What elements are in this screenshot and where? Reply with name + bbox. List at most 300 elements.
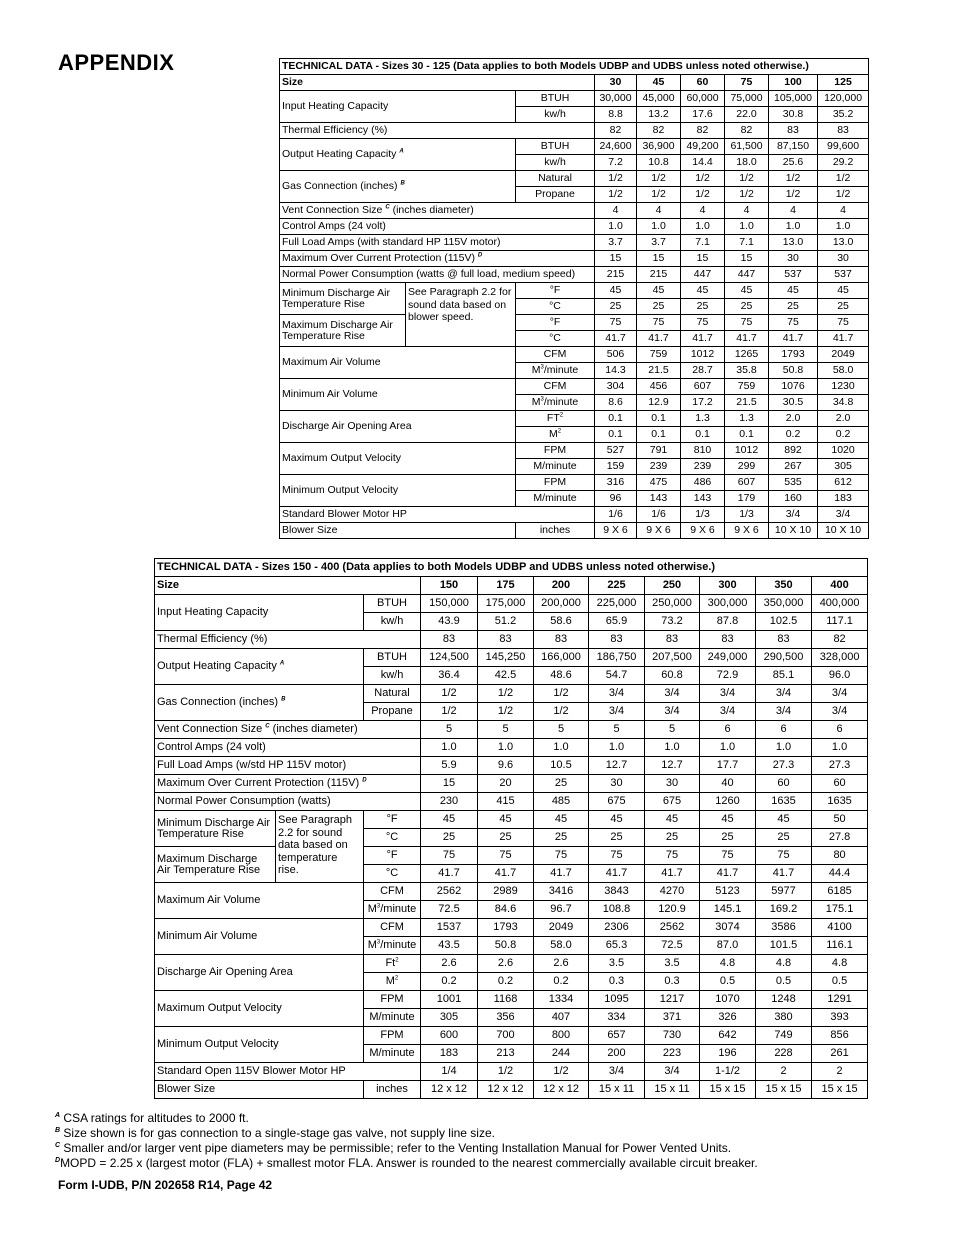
value-cell: 5	[589, 721, 645, 739]
value-cell: 6	[812, 721, 868, 739]
size-column-header: 350	[756, 577, 812, 595]
value-cell: 28.7	[681, 363, 725, 379]
value-cell: 300,000	[700, 595, 756, 613]
min-temp-row	[280, 283, 869, 299]
full-load-row	[155, 757, 868, 775]
value-cell: 9 X 6	[595, 523, 637, 539]
value-cell: 45	[756, 811, 812, 829]
max-over-row	[280, 251, 869, 267]
value-cell: 10 X 10	[818, 523, 869, 539]
value-cell: 15	[725, 251, 769, 267]
value-cell: 1-1/2	[700, 1063, 756, 1081]
value-cell: 2.6	[478, 955, 534, 973]
control-amps-label: Control Amps (24 volt)	[280, 219, 595, 235]
value-cell: 1/2	[725, 171, 769, 187]
value-cell: 12.9	[637, 395, 681, 411]
value-cell: 1.0	[534, 739, 589, 757]
value-cell: 299	[725, 459, 769, 475]
control-amps-row	[280, 219, 869, 235]
value-cell: 249,000	[700, 649, 756, 667]
sound-data-note: See Paragraph 2.2 for sound data based on blower speed.	[406, 283, 516, 347]
unit-cell: °C	[516, 331, 595, 347]
input-heating-row	[155, 595, 868, 613]
value-cell: 60,000	[681, 91, 725, 107]
size-column-header: 250	[645, 577, 700, 595]
value-cell: 116.1	[812, 937, 868, 955]
max-air-row	[155, 883, 868, 901]
size-column-header: 45	[637, 75, 681, 91]
value-cell: 2.6	[421, 955, 478, 973]
value-cell: 1/2	[595, 187, 637, 203]
value-cell: 244	[534, 1045, 589, 1063]
value-cell: 1/2	[818, 187, 869, 203]
max-temp-row	[155, 847, 868, 865]
max-temp-label: Maximum Discharge Air Temperature Rise	[155, 847, 276, 883]
value-cell: 759	[725, 379, 769, 395]
unit-cell: M/minute	[364, 1009, 421, 1027]
value-cell: 58.6	[534, 613, 589, 631]
value-cell: 41.7	[534, 865, 589, 883]
full-load-label: Full Load Amps (with standard HP 115V motor)	[280, 235, 595, 251]
value-cell: 607	[681, 379, 725, 395]
value-cell: 4	[637, 203, 681, 219]
value-cell: 3/4	[756, 703, 812, 721]
value-cell: 175,000	[478, 595, 534, 613]
value-cell: 45	[681, 283, 725, 299]
size-column-header: 400	[812, 577, 868, 595]
value-cell: 30.8	[769, 107, 818, 123]
min-air-row	[155, 919, 868, 937]
value-cell: 4	[595, 203, 637, 219]
value-cell: 1/2	[478, 1063, 534, 1081]
unit-cell: CFM	[364, 919, 421, 937]
value-cell: 21.5	[725, 395, 769, 411]
vent-row	[155, 721, 868, 739]
value-cell: 316	[595, 475, 637, 491]
value-cell: 105,000	[769, 91, 818, 107]
value-cell: 25	[478, 829, 534, 847]
unit-cell: °F	[364, 811, 421, 829]
value-cell: 41.7	[681, 331, 725, 347]
value-cell: 1012	[681, 347, 725, 363]
value-cell: 145,250	[478, 649, 534, 667]
value-cell: 45	[725, 283, 769, 299]
value-cell: 143	[681, 491, 725, 507]
sound-data-note: See Paragraph 2.2 for sound data based on temperature rise.	[276, 811, 364, 883]
value-cell: 22.0	[725, 107, 769, 123]
value-cell: 54.7	[589, 667, 645, 685]
value-cell: 0.2	[818, 427, 869, 443]
vent-label: Vent Connection Size $^C$ (inches diameter)	[155, 721, 421, 739]
value-cell: 20	[478, 775, 534, 793]
value-cell: 6	[700, 721, 756, 739]
value-cell: 72.5	[645, 937, 700, 955]
value-cell: 0.1	[725, 427, 769, 443]
value-cell: 85.1	[756, 667, 812, 685]
value-cell: 239	[681, 459, 725, 475]
value-cell: 75	[725, 315, 769, 331]
value-cell: 7.2	[595, 155, 637, 171]
value-cell: 0.2	[478, 973, 534, 991]
unit-cell: kw/h	[516, 155, 595, 171]
value-cell: 75	[681, 315, 725, 331]
max-vel-row	[155, 991, 868, 1009]
value-cell: 12 x 12	[534, 1081, 589, 1099]
min-vel-row	[280, 475, 869, 491]
value-cell: 1.0	[478, 739, 534, 757]
value-cell: 239	[637, 459, 681, 475]
value-cell: 0.1	[637, 411, 681, 427]
value-cell: 213	[478, 1045, 534, 1063]
value-cell: 1537	[421, 919, 478, 937]
value-cell: 80	[812, 847, 868, 865]
value-cell: 25	[534, 829, 589, 847]
value-cell: 166,000	[534, 649, 589, 667]
unit-cell: Propane	[364, 703, 421, 721]
value-cell: 12 x 12	[421, 1081, 478, 1099]
table1-body	[280, 59, 869, 539]
value-cell: 17.6	[681, 107, 725, 123]
value-cell: 30	[645, 775, 700, 793]
value-cell: 1.0	[645, 739, 700, 757]
value-cell: 72.5	[421, 901, 478, 919]
value-cell: 41.7	[589, 865, 645, 883]
value-cell: 12 x 12	[478, 1081, 534, 1099]
value-cell: 82	[812, 631, 868, 649]
gas-label: Gas Connection (inches) $^B$	[280, 171, 516, 203]
value-cell: 3/4	[645, 703, 700, 721]
value-cell: 17.2	[681, 395, 725, 411]
value-cell: 0.5	[700, 973, 756, 991]
unit-cell: BTUH	[364, 595, 421, 613]
unit-cell: °C	[516, 299, 595, 315]
value-cell: 17.7	[700, 757, 756, 775]
value-cell: 350,000	[756, 595, 812, 613]
value-cell: 186,750	[589, 649, 645, 667]
value-cell: 41.7	[769, 331, 818, 347]
unit-cell: inches	[364, 1081, 421, 1099]
min-temp-label: Minimum Discharge Air Temperature Rise	[155, 811, 276, 847]
value-cell: 1/2	[725, 187, 769, 203]
value-cell: 447	[725, 267, 769, 283]
unit-cell: $M^3$/minute	[364, 937, 421, 955]
value-cell: 1070	[700, 991, 756, 1009]
value-cell: 8.8	[595, 107, 637, 123]
full-load-label: Full Load Amps (w/std HP 115V motor)	[155, 757, 421, 775]
value-cell: 3/4	[589, 685, 645, 703]
min-air-label: Minimum Air Volume	[155, 919, 364, 955]
value-cell: 407	[534, 1009, 589, 1027]
value-cell: 800	[534, 1027, 589, 1045]
value-cell: 25	[595, 299, 637, 315]
value-cell: 83	[534, 631, 589, 649]
value-cell: 75	[756, 847, 812, 865]
value-cell: 96	[595, 491, 637, 507]
value-cell: 304	[595, 379, 637, 395]
size-column-header: 125	[818, 75, 869, 91]
value-cell: 96.0	[812, 667, 868, 685]
value-cell: 4	[725, 203, 769, 219]
value-cell: 8.6	[595, 395, 637, 411]
value-cell: 82	[637, 123, 681, 139]
value-cell: 96.7	[534, 901, 589, 919]
min-air-label: Minimum Air Volume	[280, 379, 516, 411]
value-cell: 1.3	[725, 411, 769, 427]
value-cell: 1/2	[595, 171, 637, 187]
value-cell: 6185	[812, 883, 868, 901]
size-column-header: 75	[725, 75, 769, 91]
value-cell: 3/4	[818, 507, 869, 523]
value-cell: 41.7	[700, 865, 756, 883]
value-cell: 35.8	[725, 363, 769, 379]
value-cell: 1/2	[769, 187, 818, 203]
blower-hp-row	[280, 507, 869, 523]
value-cell: 9.6	[478, 757, 534, 775]
value-cell: 1.0	[756, 739, 812, 757]
value-cell: 61,500	[725, 139, 769, 155]
value-cell: 2306	[589, 919, 645, 937]
gas-label: Gas Connection (inches) $^B$	[155, 685, 364, 721]
value-cell: 25	[725, 299, 769, 315]
value-cell: 27.8	[812, 829, 868, 847]
value-cell: 14.3	[595, 363, 637, 379]
value-cell: 1/6	[595, 507, 637, 523]
value-cell: 45	[645, 811, 700, 829]
blower-hp-label: Standard Blower Motor HP	[280, 507, 595, 523]
unit-cell: CFM	[364, 883, 421, 901]
value-cell: 150,000	[421, 595, 478, 613]
value-cell: 3.5	[645, 955, 700, 973]
value-cell: 72.9	[700, 667, 756, 685]
value-cell: 2049	[818, 347, 869, 363]
max-over-row	[155, 775, 868, 793]
value-cell: 84.6	[478, 901, 534, 919]
value-cell: 0.1	[595, 411, 637, 427]
value-cell: 3/4	[645, 685, 700, 703]
value-cell: 1/2	[681, 171, 725, 187]
min-vel-label: Minimum Output Velocity	[280, 475, 516, 507]
discharge-label: Discharge Air Opening Area	[280, 411, 516, 443]
control-amps-row	[155, 739, 868, 757]
technical-data-table-30-125	[279, 58, 869, 539]
value-cell: 537	[769, 267, 818, 283]
table2-body	[155, 559, 868, 1099]
value-cell: 1/2	[534, 1063, 589, 1081]
value-cell: 200,000	[534, 595, 589, 613]
value-cell: 4	[818, 203, 869, 219]
table-title-row	[280, 59, 869, 75]
footnote-c: $^C$ Smaller and/or larger vent pipe diameters may be permissible; refer to the Venting Installation Manual for Power Vented Units.	[55, 1141, 732, 1155]
value-cell: 4	[769, 203, 818, 219]
value-cell: 15 x 15	[812, 1081, 868, 1099]
value-cell: 1095	[589, 991, 645, 1009]
unit-cell: °F	[516, 315, 595, 331]
value-cell: 29.2	[818, 155, 869, 171]
value-cell: 15	[595, 251, 637, 267]
value-cell: 25	[421, 829, 478, 847]
size-column-header: 150	[421, 577, 478, 595]
unit-cell: $M^3$/minute	[364, 901, 421, 919]
value-cell: 200	[589, 1045, 645, 1063]
technical-data-table-150-400	[154, 558, 868, 1099]
footnote-d: $^D$MOPD = 2.25 x (largest motor (FLA) + smallest motor FLA. Answer is rounded to the nearest commercially available circuit breaker.	[55, 1156, 758, 1170]
value-cell: 535	[769, 475, 818, 491]
value-cell: 43.5	[421, 937, 478, 955]
value-cell: 179	[725, 491, 769, 507]
value-cell: 1/2	[637, 171, 681, 187]
value-cell: 83	[769, 123, 818, 139]
unit-cell: BTUH	[516, 91, 595, 107]
footnote-b: $^B$ Size shown is for gas connection to a single-stage gas valve, not supply line size.	[55, 1126, 495, 1140]
value-cell: 60	[812, 775, 868, 793]
power-row	[280, 267, 869, 283]
value-cell: 45	[700, 811, 756, 829]
value-cell: 3.7	[637, 235, 681, 251]
value-cell: 356	[478, 1009, 534, 1027]
value-cell: 415	[478, 793, 534, 811]
blower-size-label: Blower Size	[155, 1081, 364, 1099]
value-cell: 1291	[812, 991, 868, 1009]
value-cell: 42.5	[478, 667, 534, 685]
max-air-label: Maximum Air Volume	[155, 883, 364, 919]
value-cell: 15 x 15	[700, 1081, 756, 1099]
value-cell: 0.1	[637, 427, 681, 443]
value-cell: 50	[812, 811, 868, 829]
value-cell: 25	[756, 829, 812, 847]
unit-cell: kw/h	[364, 613, 421, 631]
value-cell: 485	[534, 793, 589, 811]
size-column-header: 300	[700, 577, 756, 595]
value-cell: 35.2	[818, 107, 869, 123]
value-cell: 223	[645, 1045, 700, 1063]
value-cell: 36.4	[421, 667, 478, 685]
value-cell: 228	[756, 1045, 812, 1063]
value-cell: 51.2	[478, 613, 534, 631]
value-cell: 15 x 11	[645, 1081, 700, 1099]
value-cell: 1.0	[700, 739, 756, 757]
value-cell: 486	[681, 475, 725, 491]
value-cell: 183	[421, 1045, 478, 1063]
min-temp-label: Minimum Discharge Air Temperature Rise	[280, 283, 406, 315]
value-cell: 0.1	[595, 427, 637, 443]
value-cell: 675	[589, 793, 645, 811]
value-cell: 1793	[478, 919, 534, 937]
value-cell: 30,000	[595, 91, 637, 107]
thermal-label: Thermal Efficiency (%)	[155, 631, 421, 649]
value-cell: 3/4	[756, 685, 812, 703]
value-cell: 215	[595, 267, 637, 283]
value-cell: 3586	[756, 919, 812, 937]
value-cell: 3.5	[589, 955, 645, 973]
value-cell: 83	[589, 631, 645, 649]
max-vel-row	[280, 443, 869, 459]
value-cell: 9 X 6	[725, 523, 769, 539]
value-cell: 101.5	[756, 937, 812, 955]
input-heating-label: Input Heating Capacity	[280, 91, 516, 123]
min-air-row	[280, 379, 869, 395]
output-heating-label: Output Heating Capacity $^A$	[155, 649, 364, 685]
value-cell: 24,600	[595, 139, 637, 155]
unit-cell: Propane	[516, 187, 595, 203]
value-cell: 0.2	[534, 973, 589, 991]
value-cell: 1.0	[595, 219, 637, 235]
value-cell: 2562	[645, 919, 700, 937]
value-cell: 41.7	[637, 331, 681, 347]
unit-cell: °F	[364, 847, 421, 865]
value-cell: 3/4	[812, 703, 868, 721]
value-cell: 3416	[534, 883, 589, 901]
value-cell: 10.8	[637, 155, 681, 171]
value-cell: 5	[478, 721, 534, 739]
value-cell: 0.5	[812, 973, 868, 991]
power-label: Normal Power Consumption (watts)	[155, 793, 421, 811]
value-cell: 0.1	[681, 427, 725, 443]
value-cell: 642	[700, 1027, 756, 1045]
unit-cell: °C	[364, 829, 421, 847]
value-cell: 1/2	[681, 187, 725, 203]
unit-cell: $M^3$/minute	[516, 363, 595, 379]
value-cell: 2	[756, 1063, 812, 1081]
value-cell: 1012	[725, 443, 769, 459]
blower-size-label: Blower Size	[280, 523, 516, 539]
value-cell: 83	[756, 631, 812, 649]
value-cell: 41.7	[595, 331, 637, 347]
page-heading: APPENDIX	[58, 50, 175, 75]
discharge-row	[155, 955, 868, 973]
max-vel-label: Maximum Output Velocity	[280, 443, 516, 475]
value-cell: 1.0	[769, 219, 818, 235]
value-cell: 45	[421, 811, 478, 829]
value-cell: 87,150	[769, 139, 818, 155]
value-cell: 87.8	[700, 613, 756, 631]
size-column-header: 200	[534, 577, 589, 595]
max-air-label: Maximum Air Volume	[280, 347, 516, 379]
value-cell: 537	[818, 267, 869, 283]
value-cell: 1076	[769, 379, 818, 395]
input-heating-row	[280, 91, 869, 107]
value-cell: 75	[589, 847, 645, 865]
value-cell: 75,000	[725, 91, 769, 107]
value-cell: 1/2	[534, 685, 589, 703]
unit-cell: CFM	[516, 379, 595, 395]
min-vel-label: Minimum Output Velocity	[155, 1027, 364, 1063]
page-footer: Form I-UDB, P/N 202658 R14, Page 42	[58, 1178, 273, 1192]
value-cell: 3/4	[700, 703, 756, 721]
value-cell: 58.0	[534, 937, 589, 955]
value-cell: 475	[637, 475, 681, 491]
value-cell: 1/2	[421, 685, 478, 703]
value-cell: 34.8	[818, 395, 869, 411]
max-over-label: Maximum Over Current Protection (115V) $^D$	[280, 251, 595, 267]
value-cell: 1.0	[421, 739, 478, 757]
value-cell: 7.1	[725, 235, 769, 251]
control-amps-label: Control Amps (24 volt)	[155, 739, 421, 757]
value-cell: 27.3	[812, 757, 868, 775]
value-cell: 48.6	[534, 667, 589, 685]
value-cell: 25	[769, 299, 818, 315]
value-cell: 1.3	[681, 411, 725, 427]
value-cell: 3/4	[812, 685, 868, 703]
value-cell: 0.3	[589, 973, 645, 991]
value-cell: 5	[421, 721, 478, 739]
value-cell: 120.9	[645, 901, 700, 919]
value-cell: 1.0	[818, 219, 869, 235]
value-cell: 25.6	[769, 155, 818, 171]
unit-cell: kw/h	[516, 107, 595, 123]
value-cell: 3/4	[645, 1063, 700, 1081]
value-cell: 3.7	[595, 235, 637, 251]
value-cell: 25	[818, 299, 869, 315]
